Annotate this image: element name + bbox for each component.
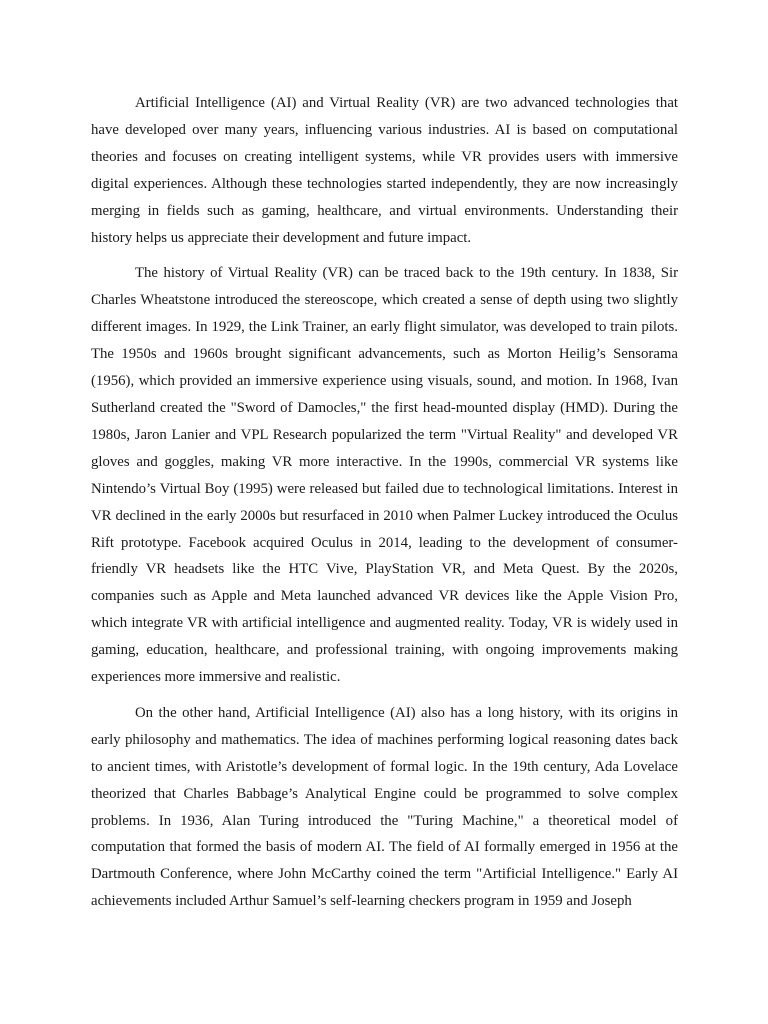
paragraph-ai-history: On the other hand, Artificial Intelligence (AI) also has a long history, with its origins in early philosophy and mathematics. The idea of machines performing logical reasoning dates back to ancient times, with Aristotle’s development of formal logic. In the 19th century, Ada Lovelace theorized that Charles Babbage’s Analytical Engine could be programmed to solve complex problems. In 1936, Alan Turing introduced the "Turing Machine," a theoretical model of computation that formed the basis of modern AI. The field of AI formally emerged in 1956 at the Dartmouth Conference, where John McCarthy coined the term "Artificial Intelligence." Early AI achievements included Arthur Samuel’s self-learning checkers program in 1959 and Joseph — [91, 704, 678, 910]
body-text — [91, 90, 678, 924]
paragraph-vr-history: The history of Virtual Reality (VR) can be traced back to the 19th century. In 1838, Sir Charles Wheatstone introduced the stereoscope, which created a sense of depth using two slightly different images. In 1929, the Link Trainer, an early flight simulator, was developed to train pilots. The 1950s and 1960s brought significant advancements, such as Morton Heilig’s Sensorama (1956), which provided an immersive experience using visuals, sound, and motion. In 1968, Ivan Sutherland created the "Sword of Damocles," the first head-mounted display (HMD). During the 1980s, Jaron Lanier and VPL Research popularized the term "Virtual Reality" and developed VR gloves and goggles, making VR more interactive. In the 1990s, commercial VR systems like Nintendo’s Virtual Boy (1995) were released but failed due to technological limitations. Interest in VR declined in the early 2000s but resurfaced in 2010 when Palmer Luckey introduced the Oculus Rift prototype. Facebook acquired Oculus in 2014, leading to the development of consumer-friendly VR headsets like the HTC Vive, PlayStation VR, and Meta Quest. By the 2020s, companies such as Apple and Meta launched advanced VR devices like the Apple Vision Pro, which integrate VR with artificial intelligence and augmented reality. Today, VR is widely used in gaming, education, healthcare, and professional training, with ongoing improvements making experiences more immersive and realistic. — [91, 265, 678, 686]
paragraph-intro: Artificial Intelligence (AI) and Virtual Reality (VR) are two advanced technologies that have developed over many years, influencing various industries. AI is based on computational theories and focuses on creating intelligent systems, while VR provides users with immersive digital experiences. Although these technologies started independently, they are now increasingly merging in fields such as gaming, healthcare, and virtual environments. Understanding their history helps us appreciate their development and future impact. — [91, 95, 678, 246]
